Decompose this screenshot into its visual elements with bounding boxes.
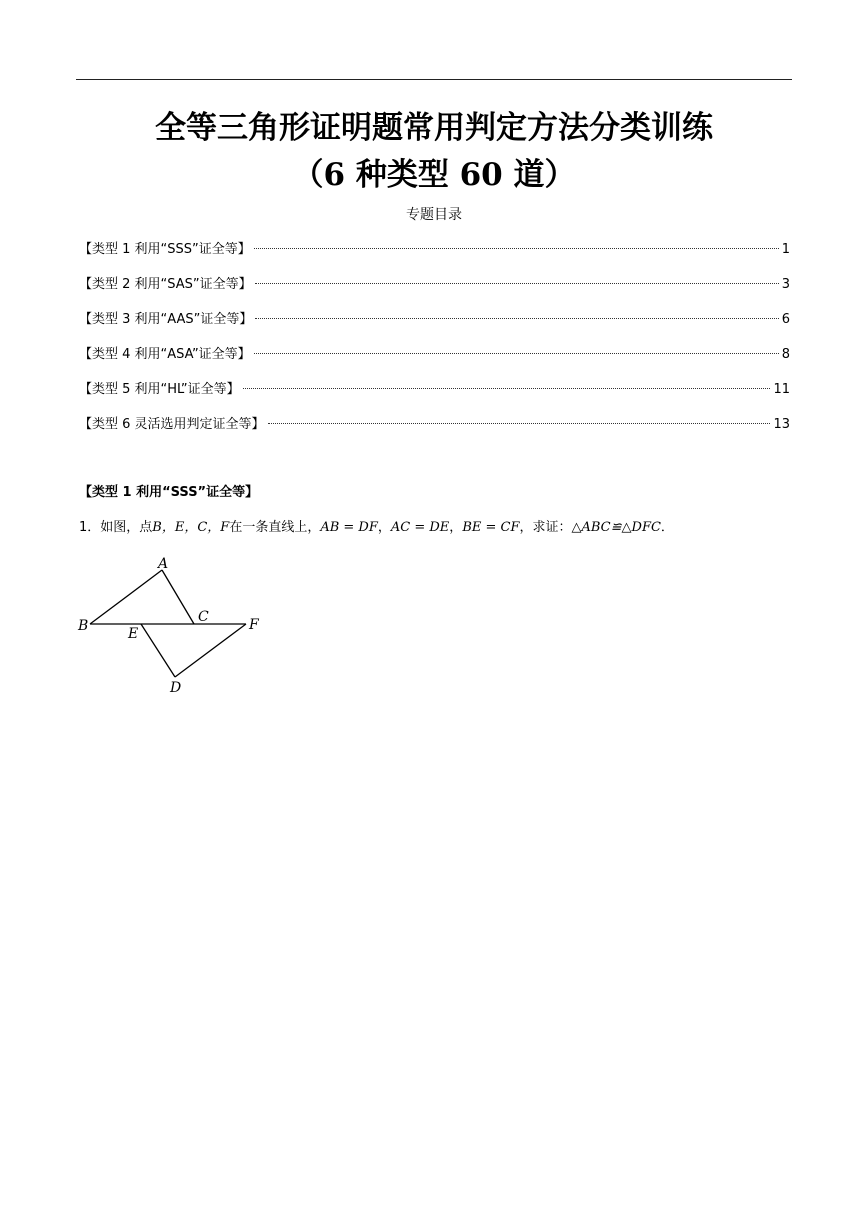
toc-entry-label: 【类型 3 利用“AAS”证全等】: [79, 312, 253, 327]
point-label-c: C: [198, 609, 209, 625]
problem-number: 1．: [79, 520, 101, 535]
problem-condition: BE = CF: [462, 520, 520, 535]
point-label-e: E: [128, 626, 139, 642]
toc-leader-dots: [243, 388, 771, 389]
segment-df: [175, 624, 246, 677]
toc-entry-label: 【类型 2 利用“SAS”证全等】: [79, 277, 252, 292]
toc-entry-page: 1: [781, 242, 790, 257]
problem-1: [79, 518, 674, 538]
toc-entry-page: 11: [773, 382, 790, 397]
problem-text: 在一条直线上，: [229, 520, 321, 535]
header-rule: [76, 79, 792, 80]
toc-entry[interactable]: [79, 275, 790, 310]
segment-ab: [90, 570, 162, 624]
geometry-figure: [74, 552, 274, 702]
toc-leader-dots: [268, 423, 771, 424]
toc-entry[interactable]: [79, 345, 790, 380]
toc-leader-dots: [255, 318, 778, 319]
toc-entry-label: 【类型 1 利用“SSS”证全等】: [79, 242, 251, 257]
toc-leader-dots: [254, 353, 779, 354]
point-label-a: A: [158, 556, 169, 572]
problem-conclusion: △ABC≌△DFC: [571, 520, 661, 535]
toc-entry[interactable]: [79, 380, 790, 415]
toc-entry[interactable]: [79, 415, 790, 450]
section-heading: 【类型 1 利用“SSS”证全等】: [79, 485, 259, 500]
toc-entry-page: 6: [781, 312, 790, 327]
problem-text: ，求证：: [519, 520, 572, 535]
toc-entry[interactable]: [79, 240, 790, 275]
toc-entry[interactable]: [79, 310, 790, 345]
toc-heading: 专题目录: [406, 207, 462, 223]
point-label-b: B: [78, 618, 89, 634]
problem-text: ，: [449, 520, 463, 535]
segment-ed: [141, 624, 175, 677]
toc-entry-page: 8: [781, 347, 790, 362]
problem-text: 如图，点: [100, 520, 153, 535]
problem-condition: AC = DE: [390, 520, 450, 535]
problem-text: ．: [660, 520, 674, 535]
point-label-d: D: [170, 680, 182, 696]
problem-text: ，: [377, 520, 391, 535]
point-label-f: F: [249, 617, 259, 633]
table-of-contents: [79, 240, 790, 450]
toc-entry-page: 13: [773, 417, 790, 432]
toc-entry-label: 【类型 6 灵活选用判定证全等】: [79, 417, 265, 432]
toc-entry-page: 3: [781, 277, 790, 292]
document-title: 全等三角形证明题常用判定方法分类训练: [155, 110, 713, 146]
document-subtitle: （6 种类型 60 道）: [292, 157, 576, 193]
toc-entry-label: 【类型 5 利用“HL”证全等】: [79, 382, 240, 397]
problem-condition: AB = DF: [320, 520, 378, 535]
segment-ac: [162, 570, 194, 624]
toc-leader-dots: [255, 283, 779, 284]
toc-entry-label: 【类型 4 利用“ASA”证全等】: [79, 347, 251, 362]
toc-leader-dots: [254, 248, 779, 249]
problem-points: B，E，C，F: [152, 520, 230, 535]
